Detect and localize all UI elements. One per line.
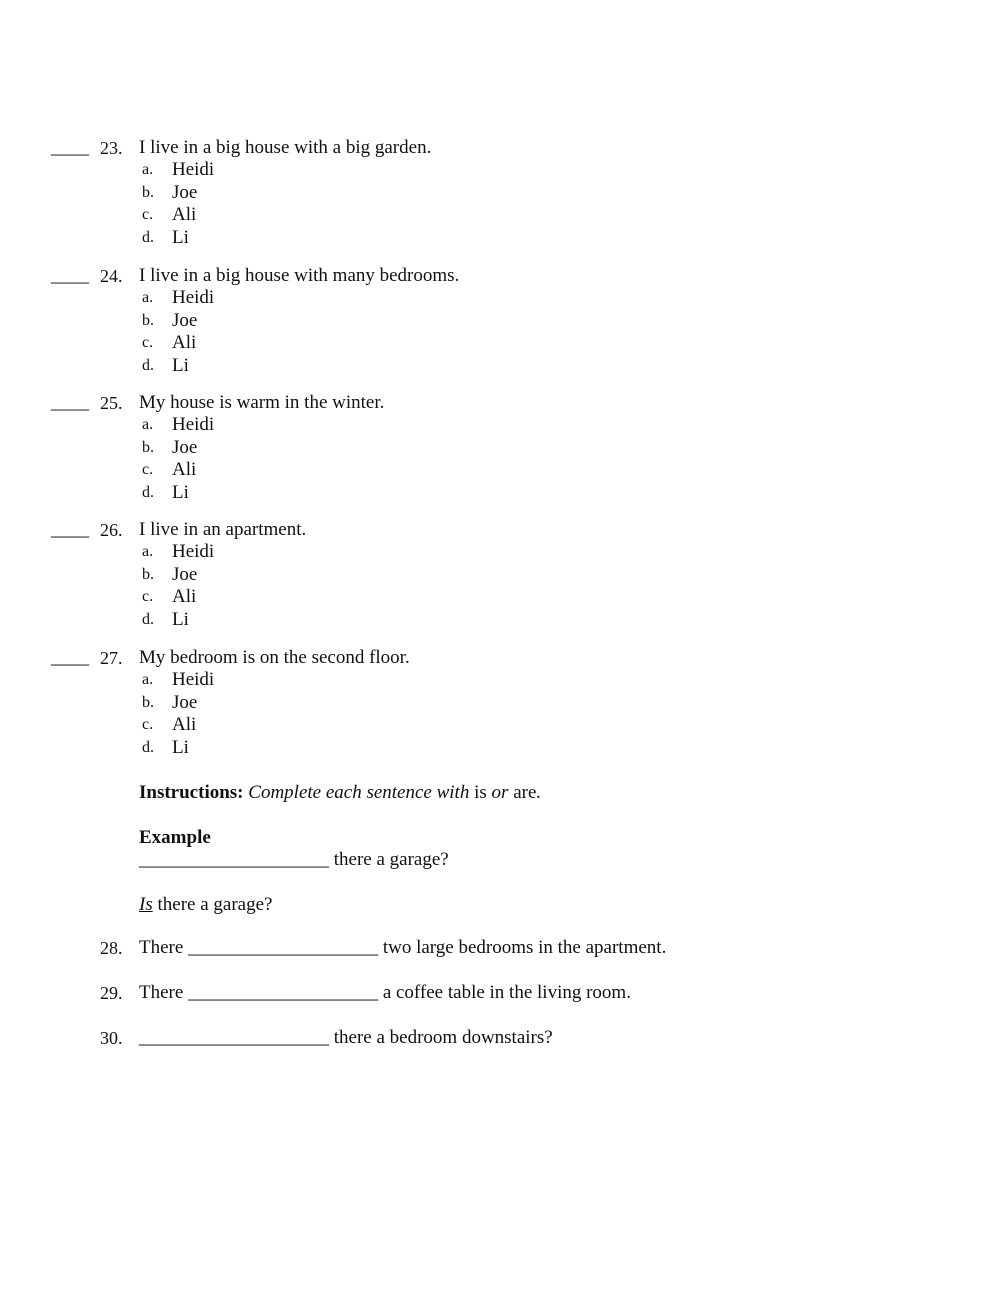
option-text: Li — [172, 736, 189, 758]
option-letter: a. — [142, 671, 154, 688]
option-letter: a. — [142, 543, 154, 560]
option-text: Li — [172, 481, 189, 503]
option-d[interactable] — [0, 482, 1000, 505]
question-number: 26. — [100, 520, 123, 540]
fill-item-28 — [0, 937, 1000, 959]
option-text: Li — [172, 226, 189, 248]
fill-item-blank[interactable]: ____________________ — [188, 982, 379, 1003]
instructions-text: Complete each sentence with — [248, 782, 470, 803]
example-heading: Example — [139, 827, 211, 848]
option-text: Li — [172, 354, 189, 376]
example-prompt — [139, 849, 449, 871]
question-number: 24. — [100, 266, 123, 286]
option-text: Ali — [172, 204, 197, 226]
question-text: My bedroom is on the second floor. — [139, 647, 410, 668]
answer-blank[interactable]: ____ — [51, 519, 89, 540]
fill-item-29 — [0, 982, 1000, 1004]
option-text: Ali — [172, 332, 197, 354]
question-text: I live in an apartment. — [139, 519, 307, 540]
question-number: 25. — [100, 393, 123, 413]
example-answer — [139, 894, 272, 916]
instructions-or: or — [491, 782, 509, 803]
option-letter: c. — [142, 588, 154, 606]
question-text: I live in a big house with a big garden. — [139, 137, 432, 158]
option-letter: a. — [142, 289, 154, 306]
question-27 — [0, 647, 1000, 759]
option-text: Heidi — [172, 669, 215, 690]
option-c[interactable] — [0, 459, 1000, 482]
option-text: Ali — [172, 714, 197, 736]
option-d[interactable] — [0, 227, 1000, 250]
option-a[interactable] — [0, 541, 1000, 564]
option-text: Joe — [172, 436, 198, 458]
option-text: Joe — [172, 563, 198, 585]
option-c[interactable] — [0, 204, 1000, 227]
option-c[interactable] — [0, 586, 1000, 609]
option-a[interactable] — [0, 669, 1000, 692]
question-26 — [0, 519, 1000, 631]
option-b[interactable] — [0, 564, 1000, 587]
option-letter: c. — [142, 334, 154, 352]
answer-blank[interactable]: ____ — [51, 265, 89, 286]
option-letter: a. — [142, 161, 154, 178]
option-a[interactable] — [0, 287, 1000, 310]
instructions-word-are: are — [513, 782, 537, 803]
question-text: My house is warm in the winter. — [139, 392, 385, 413]
fill-item-before: There — [139, 937, 184, 958]
option-a[interactable] — [0, 414, 1000, 437]
option-text: Heidi — [172, 287, 215, 308]
example-prompt-text: there a garage? — [333, 849, 449, 870]
option-letter: d. — [142, 483, 154, 501]
option-letter: b. — [142, 311, 154, 329]
option-b[interactable] — [0, 182, 1000, 205]
instructions-word-is: is — [474, 782, 487, 803]
option-letter: b. — [142, 693, 154, 711]
question-text: I live in a big house with many bedrooms. — [139, 265, 460, 286]
option-text: Ali — [172, 586, 197, 608]
fill-item-after: a coffee table in the living room. — [382, 982, 631, 1003]
option-letter: b. — [142, 438, 154, 456]
fill-item-sentence — [139, 937, 666, 959]
example-blank: ____________________ — [139, 849, 329, 870]
option-d[interactable] — [0, 609, 1000, 632]
instructions-period: . — [536, 782, 542, 803]
option-text: Ali — [172, 459, 197, 481]
fill-item-after: two large bedrooms in the apartment. — [382, 937, 667, 958]
option-text: Heidi — [172, 541, 215, 562]
question-number: 23. — [100, 138, 123, 158]
fill-item-sentence — [139, 1027, 553, 1049]
option-d[interactable] — [0, 355, 1000, 378]
fill-item-number: 28. — [100, 938, 123, 958]
option-letter: d. — [142, 610, 154, 628]
option-text: Li — [172, 608, 189, 630]
fill-item-number: 30. — [100, 1028, 123, 1048]
option-text: Heidi — [172, 414, 215, 435]
option-letter: c. — [142, 461, 154, 479]
option-text: Joe — [172, 309, 198, 331]
option-letter: b. — [142, 183, 154, 201]
option-text: Joe — [172, 691, 198, 713]
option-letter: c. — [142, 716, 154, 734]
question-23 — [0, 137, 1000, 249]
option-b[interactable] — [0, 310, 1000, 333]
fill-item-30 — [0, 1027, 1000, 1049]
option-letter: b. — [142, 565, 154, 583]
option-b[interactable] — [0, 692, 1000, 715]
fill-item-sentence — [139, 982, 631, 1004]
question-number: 27. — [100, 648, 123, 668]
option-letter: d. — [142, 738, 154, 756]
answer-blank[interactable]: ____ — [51, 647, 89, 668]
answer-blank[interactable]: ____ — [51, 392, 89, 413]
option-b[interactable] — [0, 437, 1000, 460]
example-answer-word: Is — [139, 894, 153, 915]
answer-blank[interactable]: ____ — [51, 137, 89, 158]
option-text: Joe — [172, 181, 198, 203]
option-letter: a. — [142, 416, 154, 433]
option-letter: c. — [142, 206, 154, 224]
option-a[interactable] — [0, 159, 1000, 182]
example-answer-text: there a garage? — [157, 894, 273, 915]
option-c[interactable] — [0, 714, 1000, 737]
instructions-label: Instructions: — [139, 782, 244, 803]
option-letter: d. — [142, 356, 154, 374]
fill-item-blank[interactable]: ____________________ — [139, 1027, 329, 1048]
question-25 — [0, 392, 1000, 504]
option-text: Heidi — [172, 159, 215, 180]
option-d[interactable] — [0, 737, 1000, 760]
fill-item-number: 29. — [100, 983, 123, 1003]
question-24 — [0, 265, 1000, 377]
instructions — [139, 782, 541, 804]
fill-item-after: there a bedroom downstairs? — [333, 1027, 553, 1048]
fill-item-before: There — [139, 982, 184, 1003]
option-c[interactable] — [0, 332, 1000, 355]
fill-item-blank[interactable]: ____________________ — [188, 937, 379, 958]
option-letter: d. — [142, 228, 154, 246]
